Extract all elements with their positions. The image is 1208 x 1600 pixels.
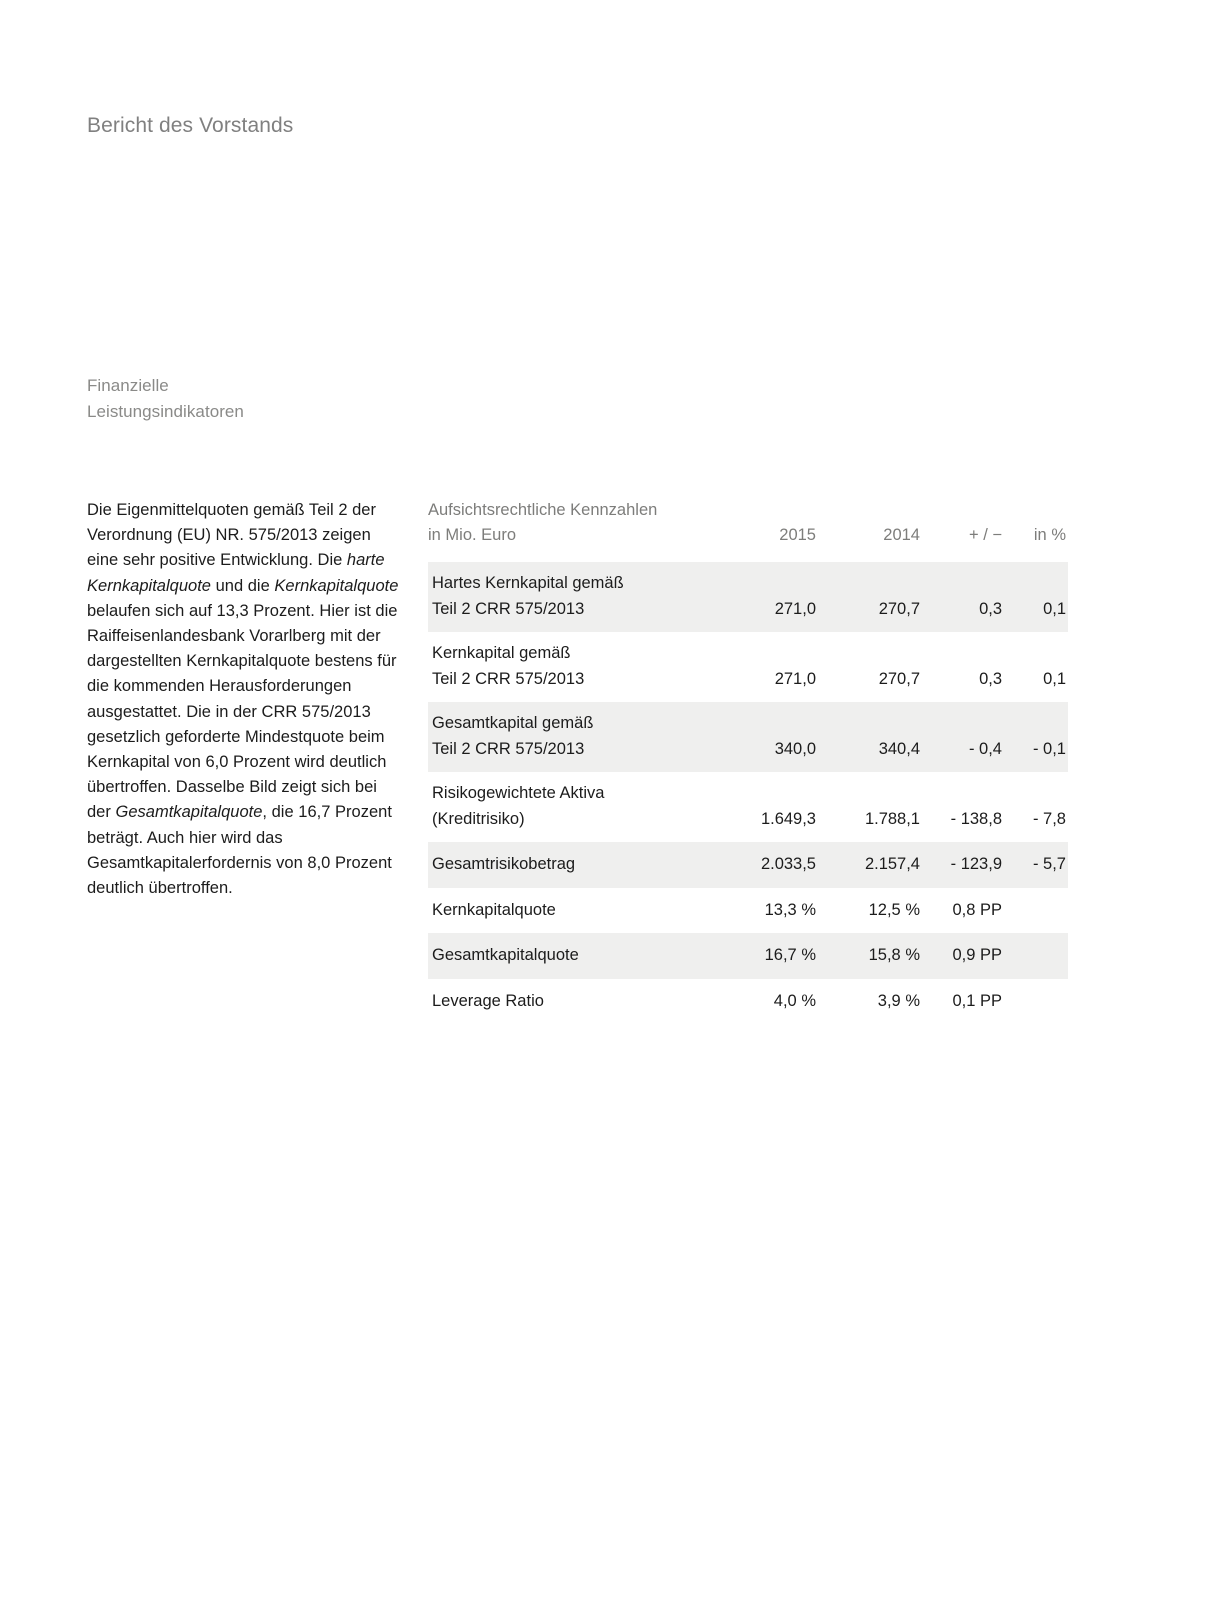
row-label-line-1: Gesamtkapital gemäß <box>432 714 594 732</box>
regulatory-kpi-table <box>428 498 1068 1024</box>
cell-difference: 0,3 <box>979 599 1002 618</box>
body-text-column <box>87 498 405 901</box>
section-heading <box>87 373 244 425</box>
table-row <box>428 933 1068 979</box>
column-header-percent: in % <box>1033 526 1066 544</box>
table-row <box>428 842 1068 888</box>
cell-2015: 4,0 % <box>773 991 816 1010</box>
body-text-part-1: Die Eigenmittelquoten gemäß Teil 2 der Verordnung (EU) NR. 575/2013 zeigen eine sehr positive Entwicklung. Die <box>87 501 376 570</box>
cell-2014: 15,8 % <box>868 946 920 964</box>
cell-2014: 2.157,4 <box>864 855 920 873</box>
cell-2014: 12,5 % <box>868 900 920 919</box>
table-row <box>428 562 1068 632</box>
cell-percent <box>1004 933 1068 979</box>
row-label-cell <box>428 933 714 979</box>
column-header-2015: 2015 <box>779 526 816 544</box>
table-header-row <box>428 498 1068 548</box>
cell-2014: 340,4 <box>878 739 920 758</box>
table-row <box>428 772 1068 842</box>
cell-difference: 0,8 PP <box>952 900 1002 919</box>
running-header: Bericht des Vorstands <box>87 114 294 137</box>
body-text-part-4: , die 16,7 Prozent beträgt. Auch hier wird das Gesamtkapitalerfordernis von 8,0 Prozent deutlich übertroffen. <box>87 803 392 898</box>
row-label-line-1: Kernkapital gemäß <box>432 644 571 662</box>
cell-percent: - 0,1 <box>1032 739 1066 758</box>
header-spacer-row <box>428 548 1068 562</box>
row-label-cell <box>428 979 714 1025</box>
table-row <box>428 632 1068 702</box>
cell-percent: - 5,7 <box>1032 855 1066 873</box>
row-label-cell <box>428 888 714 934</box>
cell-2014: 270,7 <box>878 669 920 688</box>
row-label-line-2: Teil 2 CRR 575/2013 <box>432 739 585 758</box>
row-label-cell <box>428 562 714 632</box>
cell-2014: 1.788,1 <box>864 809 920 828</box>
table-body <box>428 548 1068 1024</box>
row-label-cell <box>428 772 714 842</box>
section-heading-line-1: Finanzielle <box>87 376 169 395</box>
body-emphasis-1: harte Kernkapitalquote <box>87 551 385 595</box>
row-label-line-1: Risikogewichtete Aktiva <box>432 784 605 802</box>
table-row <box>428 888 1068 934</box>
kpi-table-container <box>428 498 1068 1024</box>
column-header-2014: 2014 <box>883 526 920 544</box>
table-row <box>428 702 1068 772</box>
cell-2015: 13,3 % <box>764 900 816 919</box>
cell-difference: 0,3 <box>979 669 1002 688</box>
body-text-part-2: und die <box>211 576 275 595</box>
cell-percent: 0,1 <box>1043 599 1066 618</box>
row-label-line-1: Gesamtrisikobetrag <box>432 855 576 873</box>
cell-2014: 3,9 % <box>877 991 920 1010</box>
table-title-line-1: Aufsichtsrechtliche Kennzahlen <box>428 501 658 519</box>
column-header-difference: + / − <box>968 526 1002 544</box>
row-label-line-2: Teil 2 CRR 575/2013 <box>432 599 585 618</box>
cell-percent <box>1004 979 1068 1025</box>
body-text-part-3: belaufen sich auf 13,3 Prozent. Hier ist die Raiffeisenlandesbank Vorarlberg mit der dargestellten Kernkapitalquote bestens für die kommenden Herausforderungen ausgestattet. Die in der CRR 575/2013 gesetzlich geforderte Mindestquote beim Kernkapital von 6,0 Prozent wird deutlich übertroffen. Dasselbe Bild zeigt sich bei der <box>87 601 398 822</box>
body-emphasis-2: Kernkapitalquote <box>274 576 399 595</box>
cell-difference: - 123,9 <box>950 855 1002 873</box>
cell-difference: - 0,4 <box>968 739 1002 758</box>
cell-2014: 270,7 <box>878 599 920 618</box>
row-label-cell <box>428 702 714 772</box>
cell-2015: 271,0 <box>774 599 816 618</box>
section-heading-line-2: Leistungsindikatoren <box>87 402 244 421</box>
cell-2015: 271,0 <box>774 669 816 688</box>
cell-percent: - 7,8 <box>1032 809 1066 828</box>
row-label-line-2: (Kreditrisiko) <box>432 809 525 828</box>
cell-2015: 16,7 % <box>764 946 816 964</box>
table-head <box>428 498 1068 548</box>
cell-difference: 0,1 PP <box>952 991 1002 1010</box>
cell-difference: - 138,8 <box>950 809 1002 828</box>
row-label-cell <box>428 632 714 702</box>
cell-percent <box>1004 888 1068 934</box>
body-emphasis-3: Gesamtkapitalquote <box>115 803 263 822</box>
cell-2015: 340,0 <box>774 739 816 758</box>
cell-2015: 2.033,5 <box>760 855 816 873</box>
row-label-line-1: Leverage Ratio <box>432 991 544 1010</box>
cell-percent: 0,1 <box>1043 669 1066 688</box>
table-title-line-2: in Mio. Euro <box>428 526 517 544</box>
body-paragraph <box>87 498 405 901</box>
row-label-cell <box>428 842 714 888</box>
cell-2015: 1.649,3 <box>760 809 816 828</box>
table-row <box>428 979 1068 1025</box>
cell-difference: 0,9 PP <box>952 946 1002 964</box>
row-label-line-1: Gesamtkapitalquote <box>432 946 579 964</box>
row-label-line-2: Teil 2 CRR 575/2013 <box>432 669 585 688</box>
row-label-line-1: Kernkapitalquote <box>432 900 556 919</box>
row-label-line-1: Hartes Kernkapital gemäß <box>432 574 624 592</box>
table-title-cell <box>428 498 714 548</box>
